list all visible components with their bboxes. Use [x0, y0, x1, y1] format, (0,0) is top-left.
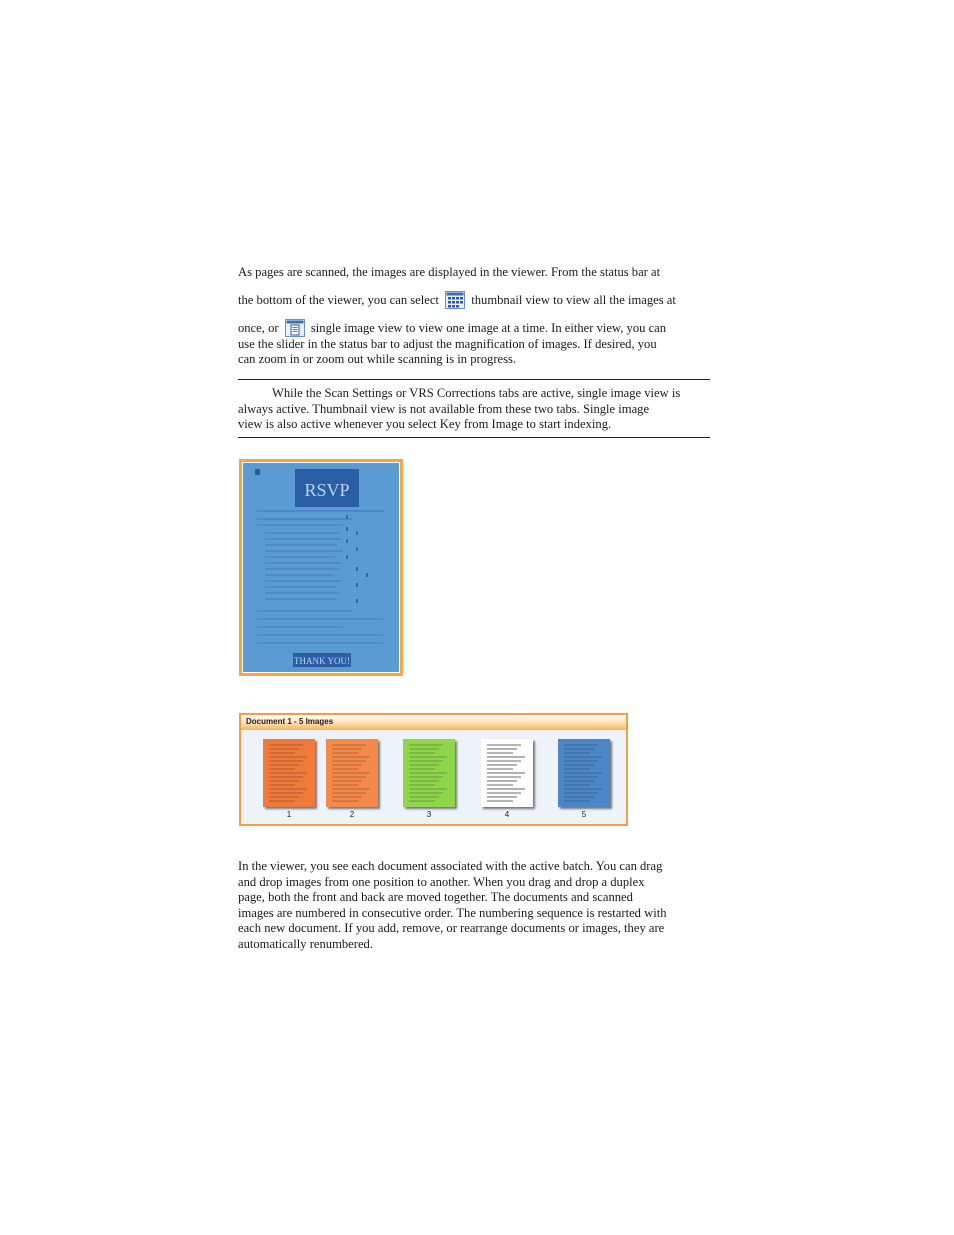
body-line: images are numbered in consecutive order. The numbering sequence is restarted with [238, 905, 667, 920]
intro-line: use the slider in the status bar to adjust the magnification of images. If desired, you [238, 336, 657, 351]
body-paragraph [238, 859, 713, 952]
single-image-view-icon [285, 319, 305, 337]
thumbnail-number: 2 [349, 810, 355, 819]
thumbnail-image[interactable] [481, 739, 533, 807]
note-top-rule [238, 379, 710, 380]
thumbnail-image[interactable] [558, 739, 610, 807]
intro-line: can zoom in or zoom out while scanning is in progress. [238, 352, 517, 366]
thumbnail-page-lines [481, 739, 533, 807]
note-line: While the Scan Settings or VRS Corrections tabs are active, single image view is [272, 386, 681, 400]
thumbnail-number: 5 [581, 810, 587, 819]
intro-line: single image view to view one image at a time. In either view, you can [310, 320, 667, 335]
thumbnail-image[interactable] [403, 739, 455, 807]
intro-paragraph [238, 265, 713, 368]
note-line: view is also active whenever you select Key from Image to start indexing. [238, 417, 612, 431]
intro-line: the bottom of the viewer, you can select [238, 292, 439, 307]
single-image-viewer [239, 459, 403, 676]
scanned-rsvp-form-image [242, 462, 400, 673]
thumbnail-page-lines [403, 739, 455, 807]
rsvp-title: RSVP [304, 480, 350, 500]
thumbnail-page-lines [558, 739, 610, 807]
thumbnail-page-lines [326, 739, 378, 807]
note-bottom-rule [238, 437, 710, 438]
thumbnail-image[interactable] [263, 739, 315, 807]
body-line: In the viewer, you see each document associated with the active batch. You can drag [238, 859, 663, 873]
body-line: and drop images from one position to another. When you drag and drop a duplex [238, 874, 645, 889]
note-line: always active. Thumbnail view is not available from these two tabs. Single image [238, 401, 650, 416]
intro-line: As pages are scanned, the images are displayed in the viewer. From the status bar at [238, 265, 661, 279]
thumbnail-number: 3 [426, 810, 432, 819]
thumbnail-view-icon [445, 291, 465, 309]
thumbnail-number: 4 [504, 810, 510, 819]
rsvp-form-graphic [243, 463, 399, 672]
body-line: automatically renumbered. [238, 936, 373, 951]
intro-line: once, or [238, 320, 279, 335]
note-block [238, 386, 713, 433]
thumbnail-viewer [239, 713, 628, 826]
thumbnail-image[interactable] [326, 739, 378, 807]
thumbnail-page-lines [263, 739, 315, 807]
thank-you-banner: THANK YOU! [294, 656, 350, 666]
intro-line: thumbnail view to view all the images at [471, 292, 676, 307]
body-line: page, both the front and back are moved together. The documents and scanned [238, 890, 633, 904]
thumbnail-number: 1 [286, 810, 292, 819]
thumbnail-viewer-header: Document 1 - 5 Images [241, 715, 626, 730]
body-line: each new document. If you add, remove, or rearrange documents or images, they are [238, 921, 665, 935]
